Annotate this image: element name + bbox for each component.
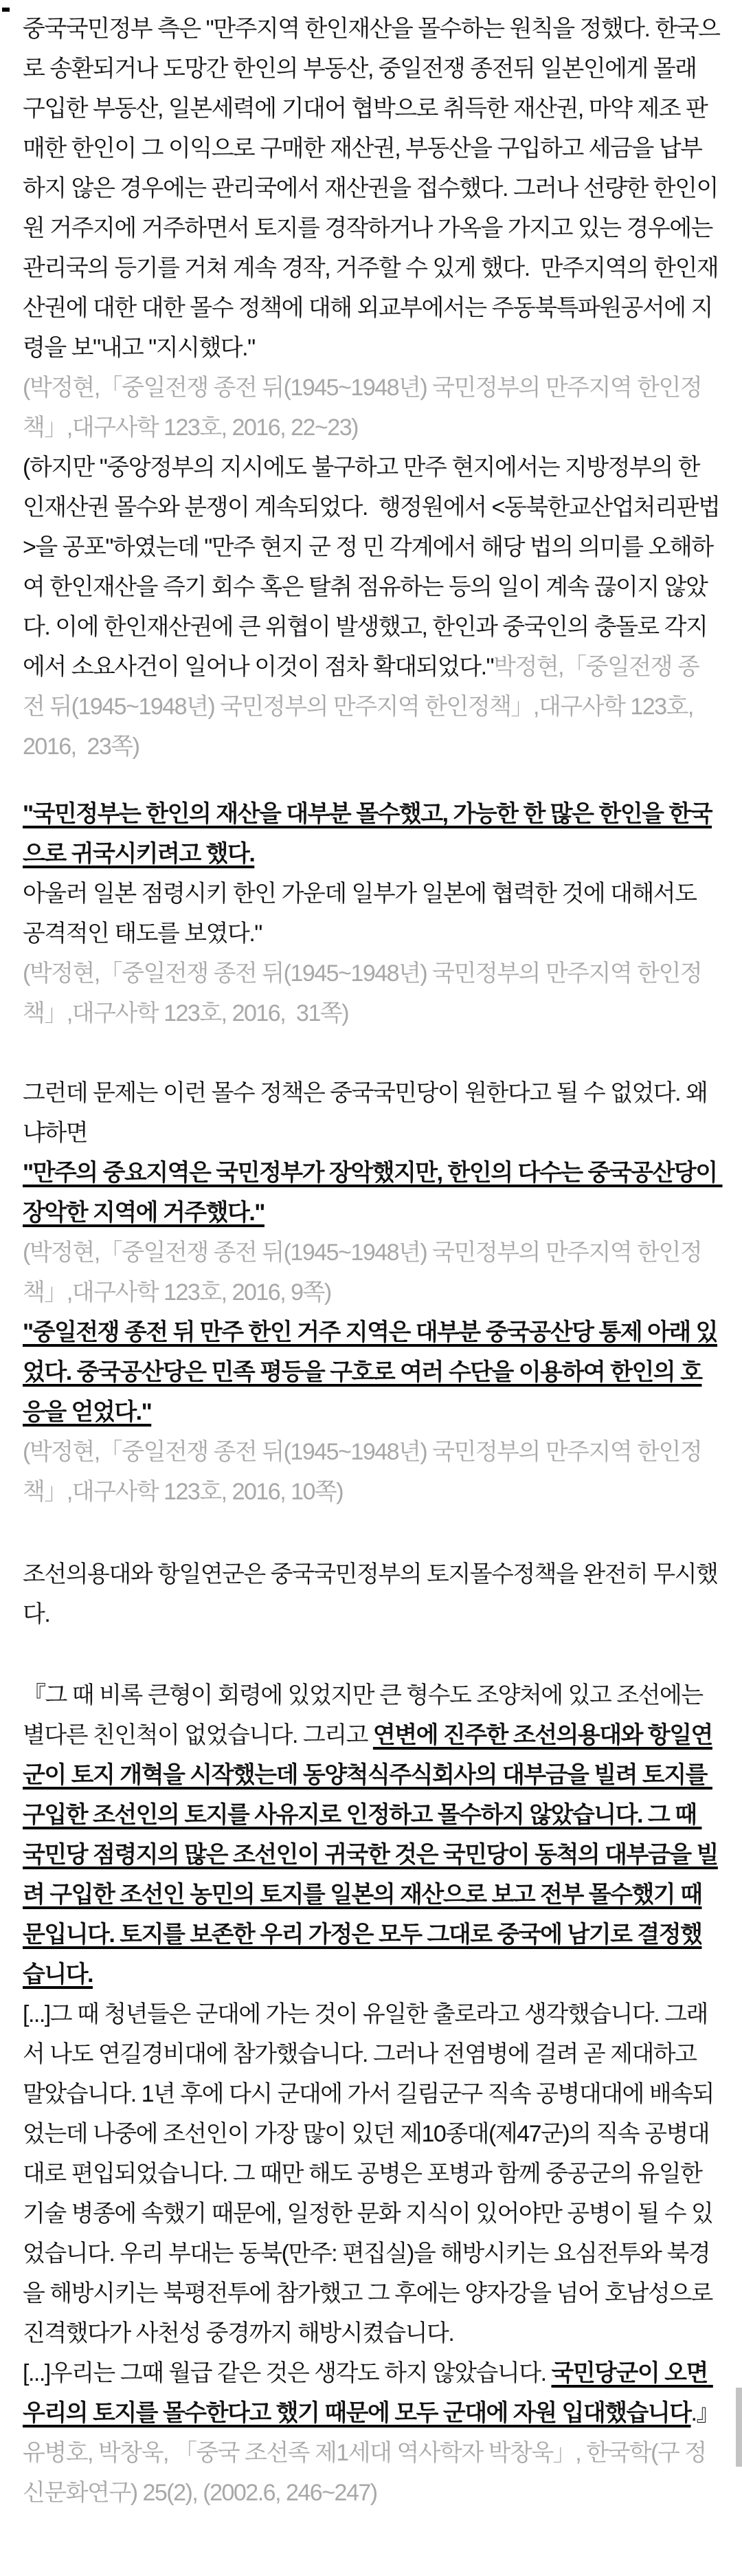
body-text: [...]그 때 청년들은 군대에 가는 것이 유일한 출로라고 생각했습니다. 그래서 나도 연길경비대에 참가했습니다. 그러나 전염병에 걸려 곧 제대하고 말았습니다. 1년 후에 다시 군대에 가서 길림군구 직속 공병대대에 배속되었는데 나중에 조선인이 가장 많이 있던 제10종대(제47군)의 직속 공병대대로 편입되었습니다. 그 때만 해도 공병은 포병과 함께 중공군의 유일한 기술 병종에 속했기 때문에, 일정한 문화 지식이 있어야만 공병이 될 수 있었습니다. 우리 부대는 동북(만주: 편집실)을 해방시키는 요심전투와 북경을 해방시키는 북평전투에 참가했고 그 후에는 양자강을 넘어 호남성으로 진격했다가 사천성 중경까지 해방시켰습니다. [23,2001,718,2346]
body-text: .』 [690,2400,719,2426]
body-text: (하지만 "중앙정부의 지시에도 불구하고 만주 현지에서는 지방정부의 한인재산권 몰수와 분쟁이 계속되었다. 행정원에서 <동북한교산업처리판법>을 공포"하였는데 "만주 현지 군 정 민 각계에서 해당 법의 의미를 오해하여 한인재산을 즉기 회수 혹은 탈취 점유하는 등의 일이 계속 끊이지 않았다. 이에 한인재산권에 큰 위협이 발생했고, 한인과 중국인의 충돌로 각지에서 소요사건이 일어나 이것이 점차 확대되었다." [23,454,720,680]
emphasized-text: "국민정부는 한인의 재산을 대부분 몰수했고, 가능한 한 많은 한인을 한국으로 귀국시키려고 했다. [23,801,712,867]
citation-text: (박정현,「중일전쟁 종전 뒤(1945~1948년) 국민정부의 만주지역 한인정책」,대구사학 123호, 2016, 10쪽) [23,1439,702,1505]
emphasized-text: "만주의 중요지역은 국민정부가 장악했지만, 한인의 다수는 중국공산당이 장악한 지역에 거주했다." [23,1160,723,1226]
emphasized-quote-paragraph [23,1312,720,1432]
emphasized-text: 국민당군이 오면 우리의 토지를 몰수한다고 했기 때문에 모두 군대에 자원 입대했습니다 [23,2360,713,2426]
body-text: 그런데 문제는 이런 몰수 정책은 중국국민당이 원한다고 될 수 없었다. 왜냐하면 [23,1080,708,1146]
citation-paragraph [23,2433,720,2513]
body-text: [...]우리는 그때 월급 같은 것은 생각도 하지 않았습니다. [23,2360,552,2386]
citation-paragraph [23,1233,720,1312]
citation-text: (박정현,「중일전쟁 종전 뒤(1945~1948년) 국민정부의 만주지역 한인정책」,대구사학 123호, 2016, 22~23) [23,375,702,441]
blockquote-paragraph [23,1675,720,1994]
body-paragraph [23,9,723,368]
body-text: 중국국민정부 측은 "만주지역 한인재산을 몰수하는 원칙을 정했다. 한국으로 송환되거나 도망간 한인의 부동산, 중일전쟁 종전뒤 일본인에게 몰래 구입한 부동산, 일본세력에 기대어 협박으로 취득한 재산권, 마약 제조 판매한 한인이 그 이익으로 구매한 재산권, 부동산을 구입하고 세금을 납부하지 않은 경우에는 관리국에서 재산권을 접수했다. 그러나 선량한 한인이 원 거주지에 거주하면서 토지를 경작하거나 가옥을 가지고 있는 경우에는 관리국의 등기를 거쳐 계속 경작, 거주할 수 있게 했다. 만주지역의 한인재산권에 대한 대한 몰수 정책에 대해 외교부에서는 주동북특파원공서에 지령을 보"내고 "지시했다." [23,16,723,361]
citation-text: (박정현,「중일전쟁 종전 뒤(1945~1948년) 국민정부의 만주지역 한인정책」,대구사학 123호, 2016, 31쪽) [23,960,702,1026]
body-paragraph [23,874,720,954]
body-text: 조선의용대와 항일연군은 중국국민정부의 토지몰수정책을 완전히 무시했다. [23,1561,718,1627]
emphasized-quote-paragraph [23,794,720,874]
blockquote-paragraph [23,1994,720,2353]
citation-paragraph [23,1432,720,1512]
emphasized-quote-paragraph [23,1153,723,1233]
emphasized-text: 연변에 진주한 조선의용대와 항일연군이 토지 개혁을 시작했는데 동양척식주식회사의 대부금을 빌려 토지를 구입한 조선인의 토지를 사유지로 인정하고 몰수하지 않았습니다. 그 때 국민당 점령지의 많은 조선인이 귀국한 것은 국민당이 동척의 대부금을 빌려 구입한 조선인 농민의 토지를 일본의 재산으로 보고 전부 몰수했기 때문입니다. 토지를 보존한 우리 가정은 모두 그대로 중국에 남기로 결정했습니다. [23,1722,718,1988]
citation-text: 박정현,「중일전쟁 종전 뒤(1945~1948년) 국민정부의 만주지역 한인정책」,대구사학 123호, 2016, 23쪽) [23,654,699,760]
citation-text: (박정현,「중일전쟁 종전 뒤(1945~1948년) 국민정부의 만주지역 한인정책」,대구사학 123호, 2016, 9쪽) [23,1240,702,1306]
body-paragraph [23,1554,720,1634]
citation-paragraph [23,954,720,1033]
blockquote-paragraph [23,2353,720,2433]
body-paragraph [23,448,720,767]
body-text: 『그 때 비록 큰형이 회령에 있었지만 큰 형수도 조양처에 있고 조선에는 별다른 친인척이 없었습니다. 그리고 [23,1682,708,1748]
body-paragraph [23,1073,720,1153]
emphasized-text: "중일전쟁 종전 뒤 만주 한인 거주 지역은 대부분 중국공산당 통제 아래 있었다. 중국공산당은 민족 평등을 구호로 여러 수단을 이용하여 한인의 호응을 얻었다." [23,1319,718,1425]
citation-text: 유병호, 박창욱, 「중국 조선족 제1세대 역사학자 박창욱」, 한국학(구 정신문화연구) 25(2), (2002.6, 246~247) [23,2440,706,2506]
citation-paragraph [23,368,720,448]
body-text: 아울러 일본 점령시키 한인 가운데 일부가 일본에 협력한 것에 대해서도 공격적인 태도를 보였다." [23,881,702,947]
scrollbar-thumb[interactable] [736,2388,742,2467]
